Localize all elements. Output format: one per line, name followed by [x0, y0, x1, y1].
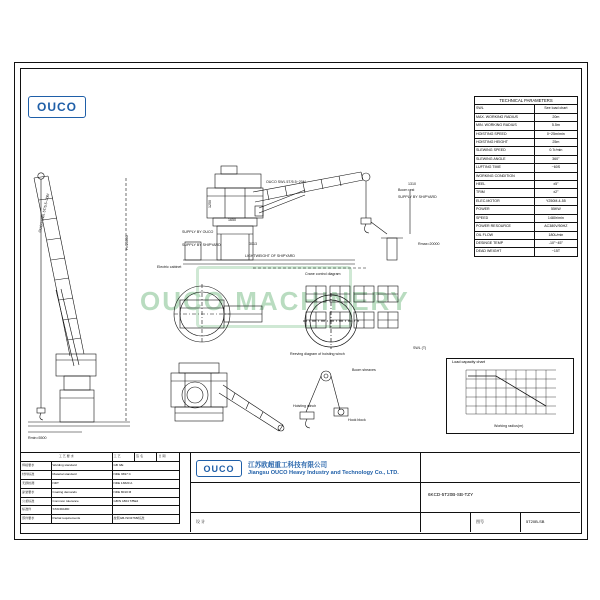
- reeving-diagram-title-1: Reeving diagram of hoisting winch: [290, 352, 345, 356]
- tech-row-value: 55KW: [534, 206, 577, 214]
- proc-row-val: GB 3/E: [112, 461, 179, 470]
- title-block-div-6: [520, 512, 521, 532]
- tech-row-value: 1480r/min: [534, 214, 577, 222]
- proc-row-cn: 无损检测: [21, 479, 52, 488]
- ouco-logo: [28, 96, 86, 118]
- proc-col-2: 签 名: [134, 453, 156, 462]
- sheet-number-value: 5T20B-SB: [526, 519, 545, 524]
- tech-row-value: 360°: [534, 155, 577, 163]
- proc-row-en: STANDARD: [51, 506, 112, 515]
- tech-row-value: ~15T: [534, 248, 577, 256]
- tech-row-value: 180L/min: [534, 231, 577, 239]
- tech-row-name: OIL FLOW: [475, 231, 535, 239]
- ouco-logo-text: OUCO: [37, 100, 77, 114]
- tech-row-name: HOISTING SPEED: [475, 130, 535, 138]
- boom-rest-supply-label: SUPPLY BY SHIPYARD: [398, 195, 437, 199]
- side-view-height-label: H=25000: [125, 235, 129, 250]
- supply-by-ouco-label: SUPPLY BY OUCO: [182, 230, 214, 234]
- proc-row-en: NDT: [51, 479, 112, 488]
- proc-row-val: NDE 3697 C: [112, 470, 179, 479]
- company-name-cn: 江苏欧超重工科技有限公司: [248, 462, 328, 469]
- title-block-div-4: [190, 512, 580, 513]
- proc-header-cn: 工 艺 要 求: [21, 453, 113, 462]
- tech-row-name: LUFTING TIME: [475, 164, 535, 172]
- proc-row-en: Welding standard: [51, 461, 112, 470]
- proc-row-val: GB/N 1804 T/BE2: [112, 497, 179, 506]
- drawing-code: 6KCD-5T20B-SB-TZY: [428, 492, 474, 497]
- dim-1310: 1310: [408, 182, 416, 186]
- boom-sheaves-label: Boom sheaves: [352, 368, 376, 372]
- proc-row-en: Common tolerance: [51, 497, 112, 506]
- deck-line-label: LIGHTWEIGHT OF SHIPYARD: [245, 254, 295, 258]
- proc-row-cn: 公差标准: [21, 497, 52, 506]
- proc-col-3: 日 期: [157, 453, 180, 462]
- tech-row-value: 20m: [534, 113, 577, 121]
- crane-control-diagram-title: Crane control diagram: [305, 272, 341, 276]
- title-block-div-3: [190, 482, 580, 483]
- proc-row-cn: 焊接要求: [21, 461, 52, 470]
- title-block-div-1: [190, 452, 191, 532]
- proc-row-val: NDE 8010 M: [112, 488, 179, 497]
- swl-note-label: SWL (T): [413, 346, 427, 350]
- tech-row-value: 5.5m: [534, 122, 577, 130]
- tech-row-name: WORKING CONDITION: [475, 172, 535, 180]
- company-logo-text: OUCO: [203, 463, 235, 474]
- proc-row-cn: 部件要求: [21, 515, 52, 524]
- load-chart-title: Load capacity chart: [452, 360, 485, 364]
- company-name-en: Jiangsu OUCO Heavy Industry and Technology Co., LTD.: [248, 470, 399, 476]
- supply-by-shipyard-label: SUPPLY BY SHIPYARD: [182, 243, 221, 247]
- hook-block-label: Hook block: [348, 418, 366, 422]
- tech-row-name: TRIM: [475, 189, 535, 197]
- side-view-rmin-label: Rmin=5500: [28, 436, 47, 440]
- tech-row-value: ±5°: [534, 181, 577, 189]
- tech-row-value: 0.7r/min: [534, 147, 577, 155]
- plan-view-slewing: [160, 280, 280, 350]
- electric-cabinet-label: Electric cabinet: [157, 265, 182, 269]
- proc-row-en: Partial requirements: [51, 515, 112, 524]
- tech-row-value: Y250M-4-55: [534, 197, 577, 205]
- boom-rest-label: Boom rest: [398, 188, 415, 192]
- dim-1650: 1650: [228, 218, 236, 222]
- company-logo: [196, 460, 242, 477]
- tech-row-name: DESINGE TEMP: [475, 239, 535, 247]
- proc-row-val: 按照GB-ISO2768/标准: [112, 515, 179, 524]
- proc-col-1: 工 艺: [112, 453, 134, 462]
- tech-row-name: SWL: [475, 105, 535, 113]
- tech-row-value: [534, 172, 577, 180]
- side-view-swl-label: OUCO SWL 5T/5.5~20M: [38, 193, 51, 233]
- dim-1250: 1250: [208, 200, 212, 208]
- tech-row-value: 0~25m/min: [534, 130, 577, 138]
- tech-row-name: DEAD WEIGHT: [475, 248, 535, 256]
- side-view-crane: [22, 140, 152, 440]
- tech-row-name: SLEWING ANGLE: [475, 155, 535, 163]
- proc-row-val: [112, 506, 179, 515]
- hoisting-winch-label: Hoisting winch: [293, 404, 317, 408]
- tech-row-value: -10°~45°: [534, 239, 577, 247]
- section-detail-circle: [300, 290, 362, 352]
- tech-row-name: POWER RESOURCE: [475, 223, 535, 231]
- load-chart-grid: [452, 366, 568, 428]
- proc-row-cn: 材料标准: [21, 470, 52, 479]
- title-block-div-5: [470, 512, 471, 532]
- tech-row-value: AC380V/50HZ: [534, 223, 577, 231]
- tech-row-name: ELEC.MOTOR: [475, 197, 535, 205]
- dim-3013: 3013: [249, 242, 257, 246]
- technical-parameters-table: [474, 96, 578, 257]
- tech-row-value: ~60S: [534, 164, 577, 172]
- footer-designer-label: 设 计: [196, 519, 206, 524]
- tech-row-value: ±2°: [534, 189, 577, 197]
- main-view-swl-label: OUCO SWL 5T/5.5~20M: [266, 180, 306, 184]
- tech-row-name: HOISTING HEIGHT: [475, 139, 535, 147]
- tech-row-name: SLEWING SPEED: [475, 147, 535, 155]
- tech-row-name: POWER: [475, 206, 535, 214]
- sheet-number-label: 图号: [476, 519, 484, 524]
- proc-row-cn: 涂装要求: [21, 488, 52, 497]
- title-block-div-2: [420, 452, 421, 532]
- tech-row-name: MIN. WORKING RADIUS: [475, 122, 535, 130]
- tech-row-value: 25m: [534, 139, 577, 147]
- proc-row-en: Coating demands: [51, 488, 112, 497]
- tech-table-title: TECHNICAL PARAMETERS: [475, 97, 578, 105]
- tech-row-name: MAX. WORKING RADIUS: [475, 113, 535, 121]
- tech-row-name: SPEED: [475, 214, 535, 222]
- main-elevation-view: [155, 130, 455, 275]
- winch-section-view: [155, 355, 295, 445]
- watermark-text: OUCO MACHINERY: [140, 286, 410, 316]
- reeving-diagram: [288, 362, 398, 432]
- tech-row-name: HEEL: [475, 181, 535, 189]
- proc-row-en: Material standard: [51, 470, 112, 479]
- load-chart-x-label: Working radius(m): [494, 424, 524, 428]
- rmax-label: Rmax=20000: [418, 242, 440, 246]
- process-requirements-table: [20, 452, 180, 532]
- proc-row-val: NDE 13820 A: [112, 479, 179, 488]
- tech-row-value: See load chart: [534, 105, 577, 113]
- proc-row-cn: 标准件: [21, 506, 52, 515]
